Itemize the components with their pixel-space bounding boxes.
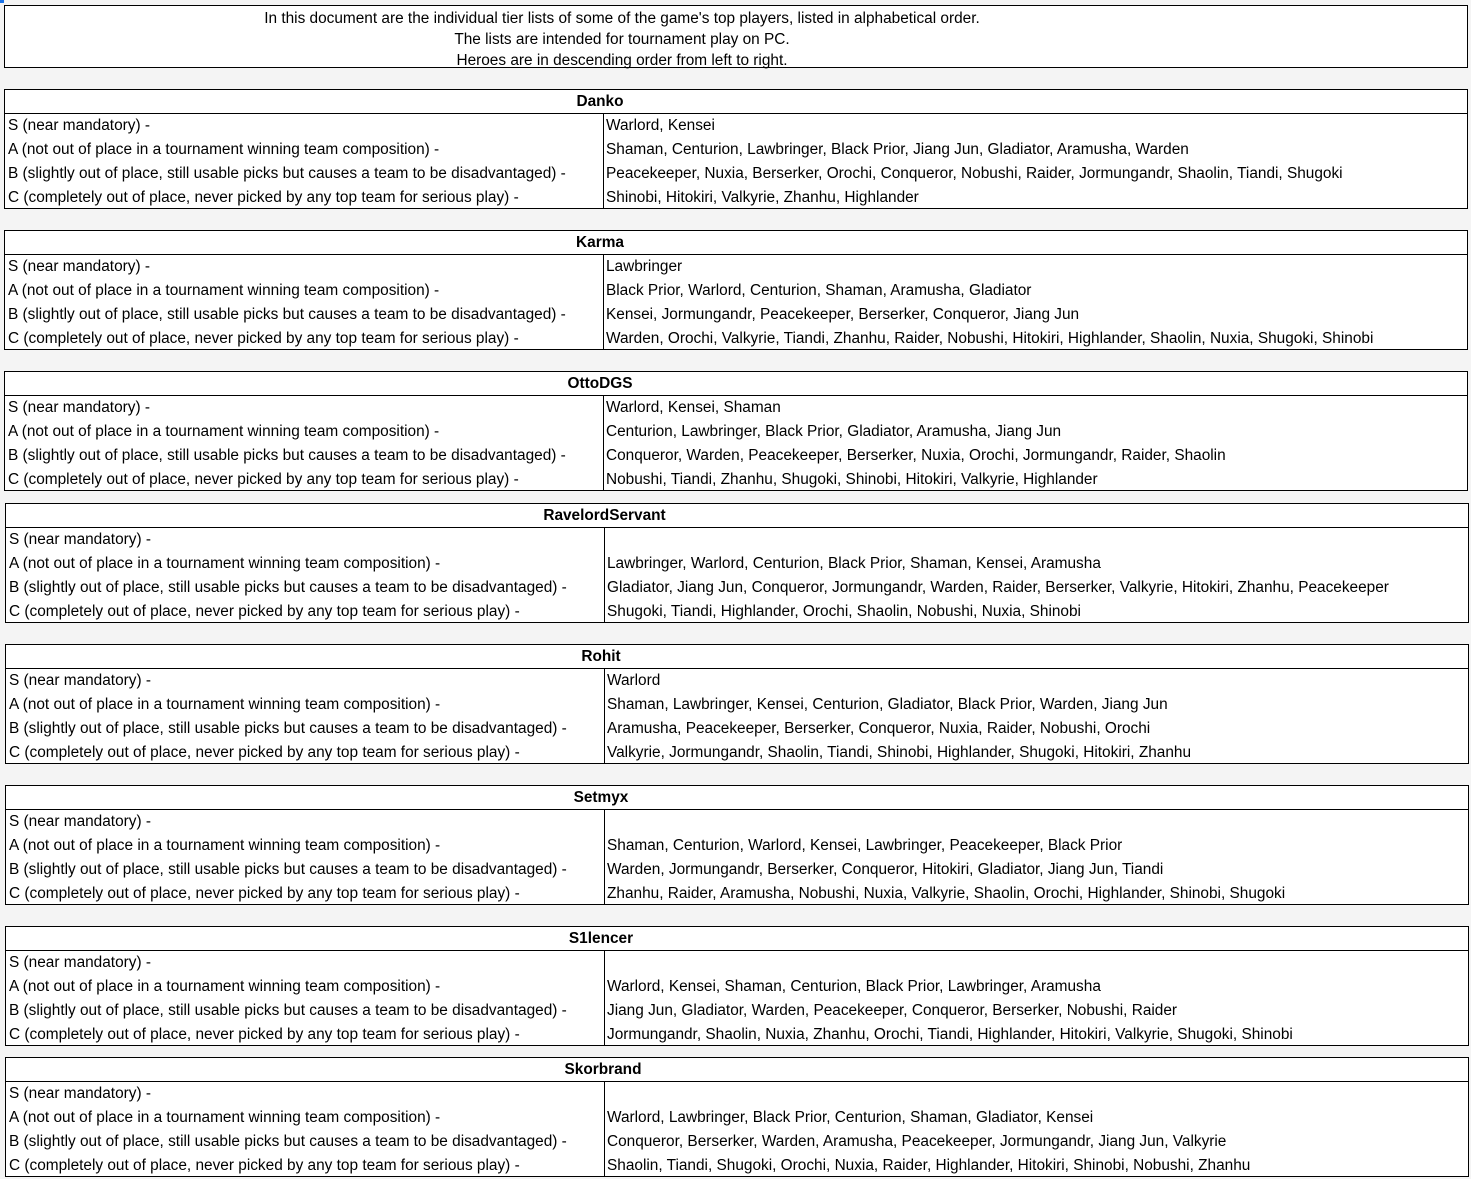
tier-s-heroes: Warlord <box>607 672 661 689</box>
tier-a-label: A (not out of place in a tournament winning team composition) - <box>8 423 440 440</box>
tier-a-heroes: Shaman, Lawbringer, Kensei, Centurion, Gladiator, Black Prior, Warden, Jiang Jun <box>607 696 1168 713</box>
tier-s-label: S (near mandatory) - <box>9 1085 151 1102</box>
tier-s-heroes <box>607 951 1293 975</box>
tier-a-label: A (not out of place in a tournament winning team composition) - <box>9 1109 441 1126</box>
tier-c-heroes: Zhanhu, Raider, Aramusha, Nobushi, Nuxia, Valkyrie, Shaolin, Orochi, Highlander, Shinobi, Shugoki <box>607 885 1286 902</box>
player-name: Rohit <box>6 645 1468 669</box>
player-name: RavelordServant <box>6 504 1468 528</box>
tier-c-label: C (completely out of place, never picked by any top team for serious play) - <box>8 471 519 488</box>
tier-c-label: C (completely out of place, never picked by any top team for serious play) - <box>9 603 520 620</box>
intro-line-3: Heroes are in descending order from left to right. <box>456 52 788 69</box>
tier-c-heroes: Warden, Orochi, Valkyrie, Tiandi, Zhanhu, Raider, Nobushi, Hitokiri, Highlander, Shaolin, Nuxia, Shugoki, Shinobi <box>606 330 1374 347</box>
tier-s-label: S (near mandatory) - <box>8 258 150 275</box>
tier-a-heroes: Centurion, Lawbringer, Black Prior, Gladiator, Aramusha, Jiang Jun <box>606 423 1062 440</box>
tier-a-heroes: Shaman, Centurion, Warlord, Kensei, Lawbringer, Peacekeeper, Black Prior <box>607 837 1123 854</box>
tier-b-label: B (slightly out of place, still usable picks but causes a team to be disadvantaged) - <box>9 861 567 878</box>
tier-c-heroes: Shaolin, Tiandi, Shugoki, Orochi, Nuxia, Raider, Highlander, Hitokiri, Shinobi, Nobushi, Zhanhu <box>607 1157 1251 1174</box>
tier-c-heroes: Jormungandr, Shaolin, Nuxia, Zhanhu, Orochi, Tiandi, Highlander, Hitokiri, Valkyrie, Shugoki, Shinobi <box>607 1026 1293 1043</box>
player-name: S1lencer <box>6 927 1468 951</box>
tier-b-heroes: Conqueror, Berserker, Warden, Aramusha, Peacekeeper, Jormungandr, Jiang Jun, Valkyrie <box>607 1133 1227 1150</box>
tier-list-block <box>5 503 1469 623</box>
tier-a-label: A (not out of place in a tournament winning team composition) - <box>8 282 440 299</box>
tier-a-heroes: Lawbringer, Warlord, Centurion, Black Prior, Shaman, Kensei, Aramusha <box>607 555 1101 572</box>
tier-b-heroes: Jiang Jun, Gladiator, Warden, Peacekeeper, Conqueror, Berserker, Nobushi, Raider <box>607 1002 1178 1019</box>
player-name: Karma <box>5 231 1467 255</box>
tier-s-heroes: Warlord, Kensei <box>606 117 715 134</box>
column-divider <box>604 528 605 622</box>
tier-b-heroes: Aramusha, Peacekeeper, Berserker, Conqueror, Nuxia, Raider, Nobushi, Orochi <box>607 720 1151 737</box>
player-name: OttoDGS <box>5 372 1467 396</box>
player-name: Danko <box>5 90 1467 114</box>
tier-b-label: B (slightly out of place, still usable picks but causes a team to be disadvantaged) - <box>9 1002 567 1019</box>
column-divider <box>604 1082 605 1176</box>
tier-a-label: A (not out of place in a tournament winning team composition) - <box>9 555 441 572</box>
tier-b-heroes: Peacekeeper, Nuxia, Berserker, Orochi, Conqueror, Nobushi, Raider, Jormungandr, Shaolin, Tiandi, Shugoki <box>606 165 1343 182</box>
tier-c-label: C (completely out of place, never picked by any top team for serious play) - <box>8 330 519 347</box>
tier-a-label: A (not out of place in a tournament winning team composition) - <box>9 696 441 713</box>
tier-s-label: S (near mandatory) - <box>8 117 150 134</box>
column-divider <box>603 255 604 349</box>
tier-b-label: B (slightly out of place, still usable picks but causes a team to be disadvantaged) - <box>9 579 567 596</box>
tier-b-heroes: Kensei, Jormungandr, Peacekeeper, Berserker, Conqueror, Jiang Jun <box>606 306 1080 323</box>
tier-c-label: C (completely out of place, never picked by any top team for serious play) - <box>8 189 519 206</box>
tier-s-heroes: Warlord, Kensei, Shaman <box>606 399 781 416</box>
tier-c-label: C (completely out of place, never picked by any top team for serious play) - <box>9 1157 520 1174</box>
player-name: Skorbrand <box>6 1058 1468 1082</box>
intro-line-1: In this document are the individual tier lists of some of the game's top players, listed in alphabetical order. <box>264 10 980 27</box>
tier-a-heroes: Black Prior, Warlord, Centurion, Shaman, Aramusha, Gladiator <box>606 282 1032 299</box>
tier-list-block <box>4 89 1468 209</box>
tier-s-heroes <box>607 528 1389 552</box>
tier-s-label: S (near mandatory) - <box>9 531 151 548</box>
tier-list-block <box>4 371 1468 491</box>
tier-a-label: A (not out of place in a tournament winning team composition) - <box>9 837 441 854</box>
tier-b-label: B (slightly out of place, still usable picks but causes a team to be disadvantaged) - <box>8 447 566 464</box>
column-divider <box>604 810 605 904</box>
tier-s-heroes <box>607 810 1285 834</box>
tier-b-heroes: Warden, Jormungandr, Berserker, Conqueror, Hitokiri, Gladiator, Jiang Jun, Tiandi <box>607 861 1164 878</box>
intro-box <box>4 5 1468 68</box>
tier-c-label: C (completely out of place, never picked by any top team for serious play) - <box>9 1026 520 1043</box>
column-divider <box>603 114 604 208</box>
tier-c-label: C (completely out of place, never picked by any top team for serious play) - <box>9 744 520 761</box>
tier-list-block <box>5 644 1469 764</box>
tier-s-label: S (near mandatory) - <box>9 954 151 971</box>
tier-b-label: B (slightly out of place, still usable picks but causes a team to be disadvantaged) - <box>9 720 567 737</box>
sheet-corner-marker <box>0 0 4 3</box>
tier-c-heroes: Nobushi, Tiandi, Zhanhu, Shugoki, Shinobi, Hitokiri, Valkyrie, Highlander <box>606 471 1098 488</box>
tier-s-heroes: Lawbringer <box>606 258 683 275</box>
tier-b-heroes: Conqueror, Warden, Peacekeeper, Berserker, Nuxia, Orochi, Jormungandr, Raider, Shaolin <box>606 447 1226 464</box>
tier-a-heroes: Warlord, Kensei, Shaman, Centurion, Black Prior, Lawbringer, Aramusha <box>607 978 1101 995</box>
column-divider <box>604 669 605 763</box>
tier-c-heroes: Shugoki, Tiandi, Highlander, Orochi, Shaolin, Nobushi, Nuxia, Shinobi <box>607 603 1081 620</box>
tier-a-heroes: Warlord, Lawbringer, Black Prior, Centurion, Shaman, Gladiator, Kensei <box>607 1109 1094 1126</box>
tier-c-heroes: Shinobi, Hitokiri, Valkyrie, Zhanhu, Highlander <box>606 189 919 206</box>
tier-c-label: C (completely out of place, never picked by any top team for serious play) - <box>9 885 520 902</box>
tier-list-block <box>5 926 1469 1046</box>
tier-s-label: S (near mandatory) - <box>8 399 150 416</box>
tier-s-heroes <box>607 1082 1250 1106</box>
tier-list-block <box>5 785 1469 905</box>
tier-a-label: A (not out of place in a tournament winning team composition) - <box>9 978 441 995</box>
tier-b-label: B (slightly out of place, still usable picks but causes a team to be disadvantaged) - <box>9 1133 567 1150</box>
intro-line-2: The lists are intended for tournament play on PC. <box>454 31 790 48</box>
tier-list-block <box>5 1057 1469 1177</box>
player-name: Setmyx <box>6 786 1468 810</box>
tier-b-label: B (slightly out of place, still usable picks but causes a team to be disadvantaged) - <box>8 306 566 323</box>
tier-a-label: A (not out of place in a tournament winning team composition) - <box>8 141 440 158</box>
tier-b-label: B (slightly out of place, still usable picks but causes a team to be disadvantaged) - <box>8 165 566 182</box>
tier-s-label: S (near mandatory) - <box>9 672 151 689</box>
tier-list-block <box>4 230 1468 350</box>
column-divider <box>603 396 604 490</box>
tier-b-heroes: Gladiator, Jiang Jun, Conqueror, Jormungandr, Warden, Raider, Berserker, Valkyrie, Hitokiri, Zhanhu, Peacekeeper <box>607 579 1389 596</box>
column-divider <box>604 951 605 1045</box>
tier-a-heroes: Shaman, Centurion, Lawbringer, Black Prior, Jiang Jun, Gladiator, Aramusha, Warden <box>606 141 1189 158</box>
tier-s-label: S (near mandatory) - <box>9 813 151 830</box>
tier-c-heroes: Valkyrie, Jormungandr, Shaolin, Tiandi, Shinobi, Highlander, Shugoki, Hitokiri, Zhanhu <box>607 744 1192 761</box>
